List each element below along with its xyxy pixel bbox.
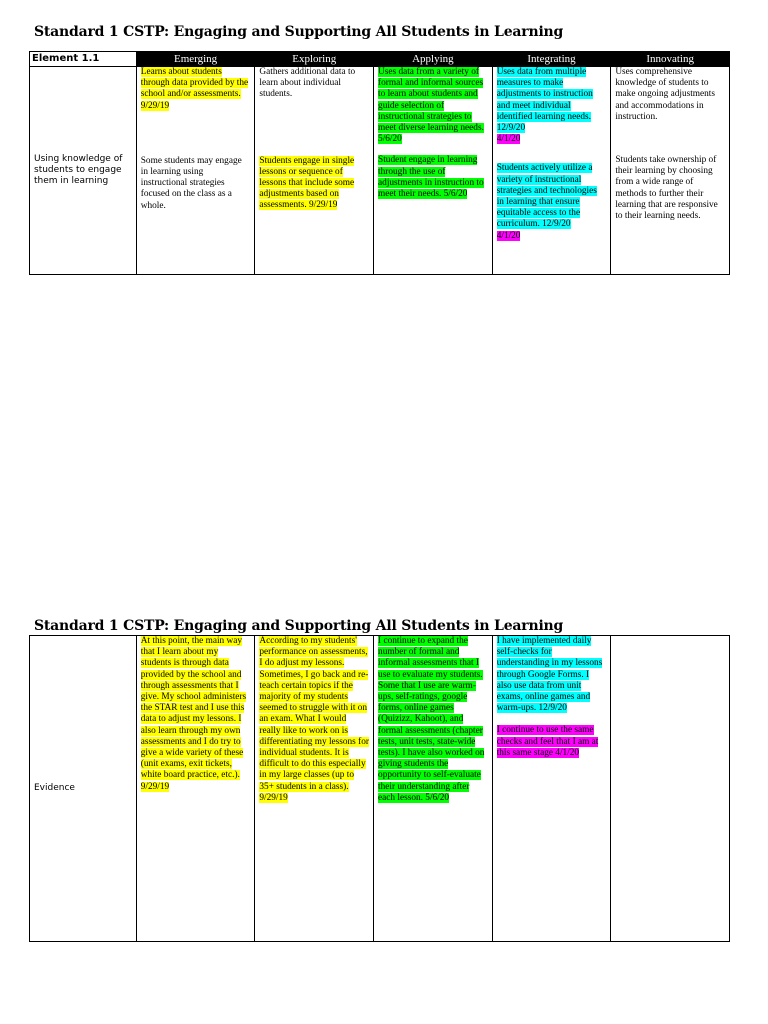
cell-innovating <box>611 67 730 275</box>
cell-exploring <box>255 67 374 275</box>
evidence-exploring-text: According to my students' performance on assessments, I do adjust my lessons. Sometimes, I go back and re-teach certain topics if the majority of my students seemed to struggle with it on an exam. What I would really like to work on is differentiating my lessons for individual students. It is difficult to do this especially in my large classes (up to 35+ students in a class). 9/29/19 <box>259 636 369 803</box>
table-row <box>30 636 730 942</box>
evidence-applying <box>374 636 493 942</box>
innovating-descriptor: Uses comprehensive knowledge of students to make ongoing adjustments and accommodations in instruction. <box>615 67 715 122</box>
column-header-applying: Applying <box>374 52 493 67</box>
evidence-integrating-text: I have implemented daily self-checks for understanding in my lessons through Google Forms. I also use data from unit exams, online games and warm-ups. 12/9/20 <box>496 636 603 714</box>
column-header-integrating: Integrating <box>492 52 611 67</box>
page-title-bottom: Standard 1 CSTP: Engaging and Supporting All Students in Learning <box>34 618 564 634</box>
cell-applying <box>374 67 493 275</box>
rubric-table-element <box>29 51 730 275</box>
row-label-evidence: Evidence <box>30 636 137 942</box>
cell-integrating <box>492 67 611 275</box>
evidence-innovating <box>611 636 730 942</box>
cell-emerging <box>136 67 255 275</box>
column-header-exploring: Exploring <box>255 52 374 67</box>
evidence-integrating-update: I continue to use the same checks and feel that I am at this same stage 4/1/20 <box>496 725 599 758</box>
integrating-student-descriptor: Students actively utilize a variety of instructional strategies and technologies in learning that ensure equitable access to the curriculum. 12/9/20 <box>496 163 597 230</box>
evidence-integrating <box>492 636 611 942</box>
emerging-student-descriptor: Some students may engage in learning using instructional strategies focused on the class as a whole. <box>140 155 242 211</box>
column-header-emerging: Emerging <box>136 52 255 67</box>
applying-student-descriptor: Student engage in learning through the use of adjustments in instruction to meet their needs. 5/6/20 <box>378 155 484 200</box>
exploring-descriptor: Gathers additional data to learn about individual students. <box>259 67 356 100</box>
exploring-student-descriptor: Students engage in single lessons or sequence of lessons that include some adjustments based on assessments. 9/29/19 <box>259 155 355 211</box>
evidence-exploring <box>255 636 374 942</box>
evidence-emerging <box>136 636 255 942</box>
evidence-table <box>29 635 730 942</box>
innovating-student-descriptor: Students take ownership of their learning by choosing from a wide range of methods to further their learning that are responsive to their learning needs. <box>615 155 718 222</box>
table-header-row <box>30 52 730 67</box>
emerging-descriptor: Learns about students through data provided by the school and/or assessments. 9/29/19 <box>140 67 249 111</box>
integrating-date-magenta: 4/1/20 <box>496 134 521 145</box>
integrating-descriptor: Uses data from multiple measures to make adjustments to instruction and meet individual identified learning needs. 12/9/20 <box>496 67 593 134</box>
evidence-applying-text: I continue to expand the number of formal and informal assessments that I use to evaluate my students. Some that I use are warm-ups, self-ratings, google forms, online games (Quizizz, Kahoot), and formal assessments (chapter tests, unit tests, state-wide tests). I have also worked on giving students the opportunity to self-evaluate their understanding after each lesson. 5/6/20 <box>378 636 485 803</box>
applying-descriptor: Uses data from a variety of formal and informal sources to learn about students and guide selection of instructional strategies to meet diverse learning needs. 5/6/20 <box>378 67 484 145</box>
page-title-top: Standard 1 CSTP: Engaging and Supporting All Students in Learning <box>34 24 564 40</box>
evidence-emerging-text: At this point, the main way that I learn about my students is through data provided by the school and through assessments that I give. My school administers the STAR test and I use this data to adjust my lessons. I also learn through my own assessments and I do try to give a wide variety of these (unit exams, exit tickets, white board practice, etc.). 9/29/19 <box>140 636 247 792</box>
row-label: Using knowledge of students to engage them in learning <box>30 67 137 275</box>
table-row <box>30 67 730 275</box>
column-header-innovating: Innovating <box>611 52 730 67</box>
integrating-student-date-magenta: 4/1/20 <box>496 230 521 241</box>
element-label: Element 1.1 <box>30 52 137 67</box>
